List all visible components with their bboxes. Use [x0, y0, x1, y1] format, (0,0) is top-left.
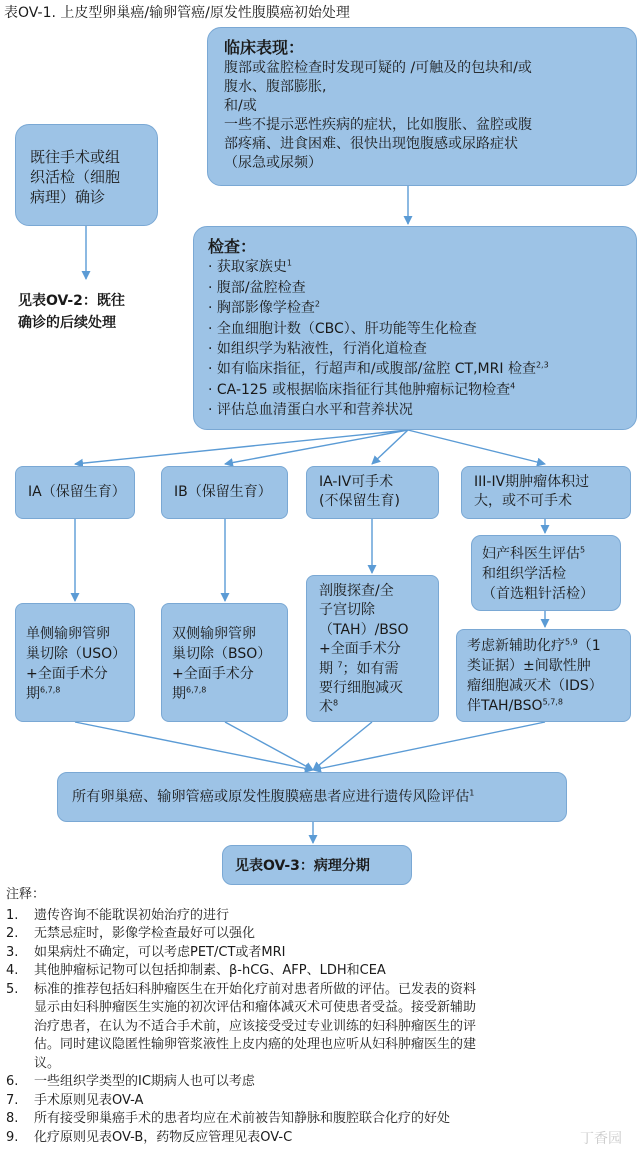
stage-label: 大，或不可手术 [474, 493, 572, 509]
treatment-bso-box [161, 603, 288, 722]
workup-item: · 评估总血清蛋白水平和营养状况 [208, 402, 413, 419]
stage-label: IA-IV可手术 [319, 474, 394, 490]
gyn-line: （首选粗针活检） [482, 586, 594, 602]
pathology-reference-text: 见表OV-3：病理分期 [235, 858, 370, 874]
stage-operable-box [306, 466, 439, 519]
page-title: 表OV-1. 上皮型卵巢癌/输卵管癌/原发性腹膜癌初始处理 [4, 5, 350, 21]
note-item [6, 944, 634, 963]
genetic-assessment-box [57, 772, 567, 822]
stage-inoperable-box [461, 466, 631, 519]
clinical-line: 和/或 [224, 98, 257, 114]
note-number: 7. [6, 1092, 19, 1108]
workup-item: · 胸部影像学检查$^2$ [208, 299, 320, 317]
clinical-line: 腹水、腹部膨胀, [224, 79, 327, 95]
note-line: 标准的推荐包括妇科肿瘤医生在开始化疗前对患者所做的评估。已发表的资料 [34, 981, 477, 997]
arrow-surgery-to-genetic [313, 722, 372, 770]
note-number: 9. [6, 1129, 19, 1145]
note-line: 如果病灶不确定，可以考虑PET/CT或者MRI [34, 944, 286, 960]
workup-box [193, 226, 637, 430]
treatment-line: 单侧输卵管卵 [26, 626, 110, 642]
note-line: 化疗原则见表OV-B，药物反应管理见表OV-C [34, 1129, 293, 1145]
treatment-line: 要行细胞减灭 [319, 680, 403, 697]
treatment-uso-box [15, 603, 135, 722]
note-item [6, 1073, 634, 1092]
clinical-presentation-box [207, 27, 637, 186]
treatment-line: 巢切除（BSO） [172, 646, 272, 662]
note-item [6, 962, 634, 981]
treatment-line: 类证据）±间歇性肿 [467, 658, 591, 674]
clinical-line: 一些不提示恶性疾病的症状，比如腹胀、盆腔或腹 [224, 117, 532, 133]
workup-heading: 检查： [208, 237, 257, 256]
genetic-text: 所有卵巢癌、输卵管癌或原发性腹膜癌患者应进行遗传风险评估$^1$ [72, 788, 475, 805]
clinical-line: （尿急或尿频） [224, 155, 322, 171]
note-number: 8. [6, 1111, 19, 1126]
treatment-line: +全面手术分 [319, 641, 401, 658]
note-line: 遗传咨询不能耽误初始治疗的进行 [34, 907, 230, 923]
prior-ref-line: 见表OV-2：既往 [18, 293, 125, 309]
stage-label: IB（保留生育） [174, 484, 272, 500]
treatment-line: +全面手术分 [172, 666, 254, 682]
note-item [6, 1110, 634, 1129]
workup-item: · 腹部/盆腔检查 [208, 279, 306, 296]
stage-label: IA（保留生育） [28, 484, 126, 500]
note-number: 1. [6, 907, 19, 923]
prior-ref-line: 确诊的后续处理 [18, 315, 116, 331]
arrow-bso-to-genetic [225, 722, 313, 770]
stage-ia-box [15, 466, 135, 519]
note-item [6, 1129, 634, 1148]
stage-label: (不保留生育) [319, 493, 400, 509]
gyn-evaluation-box [471, 535, 621, 611]
watermark-logo: 丁香园 [580, 1131, 622, 1147]
note-line: 手术原则见表OV-A [34, 1092, 144, 1108]
note-line: 一些组织学类型的IC期病人也可以考虑 [34, 1074, 255, 1089]
note-item [6, 981, 634, 1074]
note-line: 无禁忌症时，影像学检查最好可以强化 [34, 926, 256, 941]
prior-line: 织活检（细胞 [30, 168, 121, 186]
note-number: 4. [6, 963, 19, 978]
gyn-line: 和组织学活检 [482, 566, 566, 582]
note-number: 2. [6, 926, 19, 941]
gyn-line: 妇产科医生评估$^5$ [482, 545, 586, 562]
stage-label: III-IV期肿瘤体积过 [474, 474, 590, 490]
treatment-line: （TAH）/BSO [319, 621, 409, 638]
arrow-exam-to-ia [75, 430, 408, 464]
clinical-line: 部疼痛、进食困难、很快出现饱腹感或尿路症状 [224, 136, 518, 152]
note-line: 所有接受卵巢癌手术的患者均应在术前被告知静脉和腹腔联合化疗的好处 [34, 1111, 451, 1126]
note-line: 显示由妇科肿瘤医生实施的初次评估和瘤体减灭术可使患者受益。接受新辅助 [34, 1000, 477, 1015]
workup-item: · 如有临床指征，行超声和/或腹部/盆腔 CT,MRI 检查$^{2,3}$ [208, 360, 549, 378]
note-line: 议。 [34, 1055, 61, 1071]
treatment-line: 瘤细胞减灭术（IDS） [467, 678, 603, 694]
note-item [6, 925, 634, 944]
treatment-line: +全面手术分 [26, 666, 108, 682]
arrow-exam-to-inoperable [408, 430, 545, 464]
workup-item: · 如组织学为粘液性，行消化道检查 [208, 341, 427, 358]
treatment-neoadjuvant-box [456, 629, 631, 722]
notes-title: 注释： [6, 887, 46, 902]
treatment-line: 期 $^7$；如有需 [319, 659, 399, 677]
workup-item: · 全血细胞计数（CBC）、肝功能等生化检查 [208, 320, 477, 337]
treatment-line: 术$^8$ [319, 698, 339, 716]
workup-item: · 获取家族史$^1$ [208, 258, 292, 276]
note-line: 治疗患者，在认为不适合手术前，应该接受受过专业训练的妇科肿瘤医生的评 [34, 1018, 477, 1034]
treatment-surgery-box [306, 575, 439, 722]
treatment-line: 双侧输卵管卵 [172, 626, 256, 642]
prior-diagnosis-box [15, 124, 158, 226]
arrow-exam-to-ib [225, 430, 408, 464]
note-item [6, 1092, 634, 1111]
note-line: 其他肿瘤标记物可以包括抑制素、β-hCG、AFP、LDH和CEA [34, 963, 386, 978]
notes-section [6, 886, 634, 1147]
stage-ib-box [161, 466, 288, 519]
treatment-line: 剖腹探查/全 [319, 583, 394, 599]
arrow-uso-to-genetic [75, 722, 313, 770]
clinical-line: 腹部或盆腔检查时发现可疑的 /可触及的包块和/或 [224, 60, 532, 76]
treatment-line: 期$^{6,7,8}$ [172, 685, 207, 702]
note-line: 估。同时建议隐匿性输卵管浆液性上皮内癌的处理也应听从妇科肿瘤医生的建 [34, 1037, 477, 1052]
treatment-line: 伴TAH/BSO$^{5,7,8}$ [467, 697, 563, 714]
note-item [6, 907, 634, 926]
prior-diagnosis-reference[interactable] [18, 290, 168, 334]
treatment-line: 考虑新辅助化疗$^{5,9}$（1 [467, 637, 601, 654]
treatment-line: 期$^{6,7,8}$ [26, 685, 61, 702]
clinical-lines [224, 59, 628, 173]
prior-line: 病理）确诊 [30, 188, 106, 206]
treatment-line: 子宫切除 [319, 602, 375, 619]
clinical-heading: 临床表现： [224, 38, 305, 57]
workup-item: · CA-125 或根据临床指征行其他肿瘤标记物检查$^4$ [208, 381, 516, 398]
note-number: 6. [6, 1074, 19, 1089]
pathology-reference-box[interactable] [222, 845, 412, 885]
treatment-line: 巢切除（USO） [26, 646, 127, 662]
prior-line: 既往手术或组 [30, 148, 121, 166]
note-number: 3. [6, 944, 19, 960]
arrow-neoadjuvant-to-genetic [313, 722, 545, 770]
note-number: 5. [6, 981, 19, 997]
